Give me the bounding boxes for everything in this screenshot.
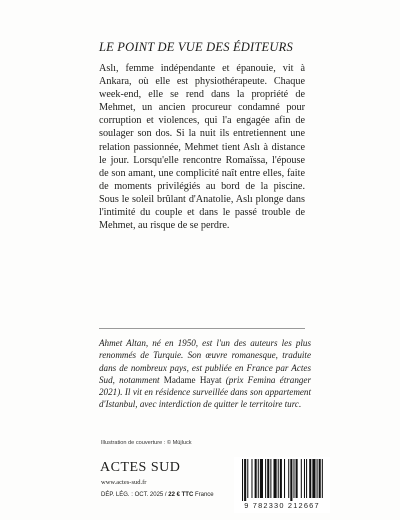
author-bio-part1: Ahmet Altan, né en 1950, est l'un des auteurs les plus renommés de Turquie. Son œuvre romanesque, traduite dans de nombreux pays, est publiée en France par Actes Sud, notamment xyxy=(99,338,311,385)
barcode-bar xyxy=(317,459,318,498)
barcode-bar xyxy=(301,459,302,498)
author-bio xyxy=(99,337,311,411)
price: 22 € TTC xyxy=(168,492,194,498)
barcode-bar xyxy=(296,459,298,498)
legal-suffix: France xyxy=(193,492,214,498)
barcode-bar xyxy=(255,459,257,498)
book-summary: Aslı, femme indépendante et épanouie, vit à Ankara, où elle est physiothérapeute. Chaque week-end, elle se rend dans la propriété de Mehmet, un ancien procureur condamné pour corruption et violences, qui l'a engagée afin de soulager son dos. Si la nuit ils entretiennent une relation passionnée, Mehmet tient Aslı à distance le jour. Lorsqu'elle rencontre Romaïssa, l'épouse de son amant, une complicité naît entre elles, faite de moments privilégiés au bord de la piscine. Sous le soleil brûlant d'Anatolie, Aslı plonge dans l'intimité du couple et dans le passé trouble de Mehmet, au risque de se perdre. xyxy=(99,63,305,232)
book-title-reference: Madame Hayat xyxy=(163,374,222,385)
barcode-bar xyxy=(322,459,323,498)
legal-prefix: DÉP. LÉG. : OCT. 2025 / xyxy=(101,492,169,498)
barcode-bar xyxy=(284,459,285,498)
barcode-bar xyxy=(247,459,248,498)
section-heading: LE POINT DE VUE DES ÉDITEURS xyxy=(99,40,293,54)
barcode-bar xyxy=(274,459,277,498)
barcode-bar xyxy=(258,459,259,498)
barcode-bar xyxy=(319,459,321,498)
barcode-bar xyxy=(242,459,243,501)
barcode-bar xyxy=(306,459,307,498)
barcode-bar xyxy=(265,459,266,498)
barcode-bar xyxy=(290,459,292,501)
barcode-bar xyxy=(270,459,271,498)
barcode-bar xyxy=(293,459,294,498)
publisher-logo: ACTES SUD xyxy=(100,460,181,475)
divider xyxy=(99,328,305,329)
isbn-barcode xyxy=(234,457,330,513)
barcode-bars xyxy=(234,457,330,501)
barcode-bar xyxy=(251,459,252,498)
barcode-bar xyxy=(304,459,305,498)
barcode-bar xyxy=(312,459,315,498)
publisher-url[interactable]: www.actes-sud.fr xyxy=(101,479,147,486)
legal-deposit xyxy=(101,492,214,498)
barcode-digits: 9 782330 212667 xyxy=(244,501,320,510)
cover-credit: Illustration de couverture : © Müjluck xyxy=(101,440,192,446)
barcode-bar xyxy=(309,459,311,498)
barcode-bar xyxy=(280,459,282,498)
barcode-bar xyxy=(278,459,279,498)
barcode-bar xyxy=(260,459,263,498)
author-bio-part2: (prix Femina étranger 2021). Il vit en résidence surveillée dans son appartement d'Istanbul, avec interdiction de quitter le territoire turc. xyxy=(99,374,311,410)
barcode-bar xyxy=(244,459,246,501)
barcode-bar xyxy=(267,459,269,498)
barcode-bar xyxy=(288,459,289,498)
